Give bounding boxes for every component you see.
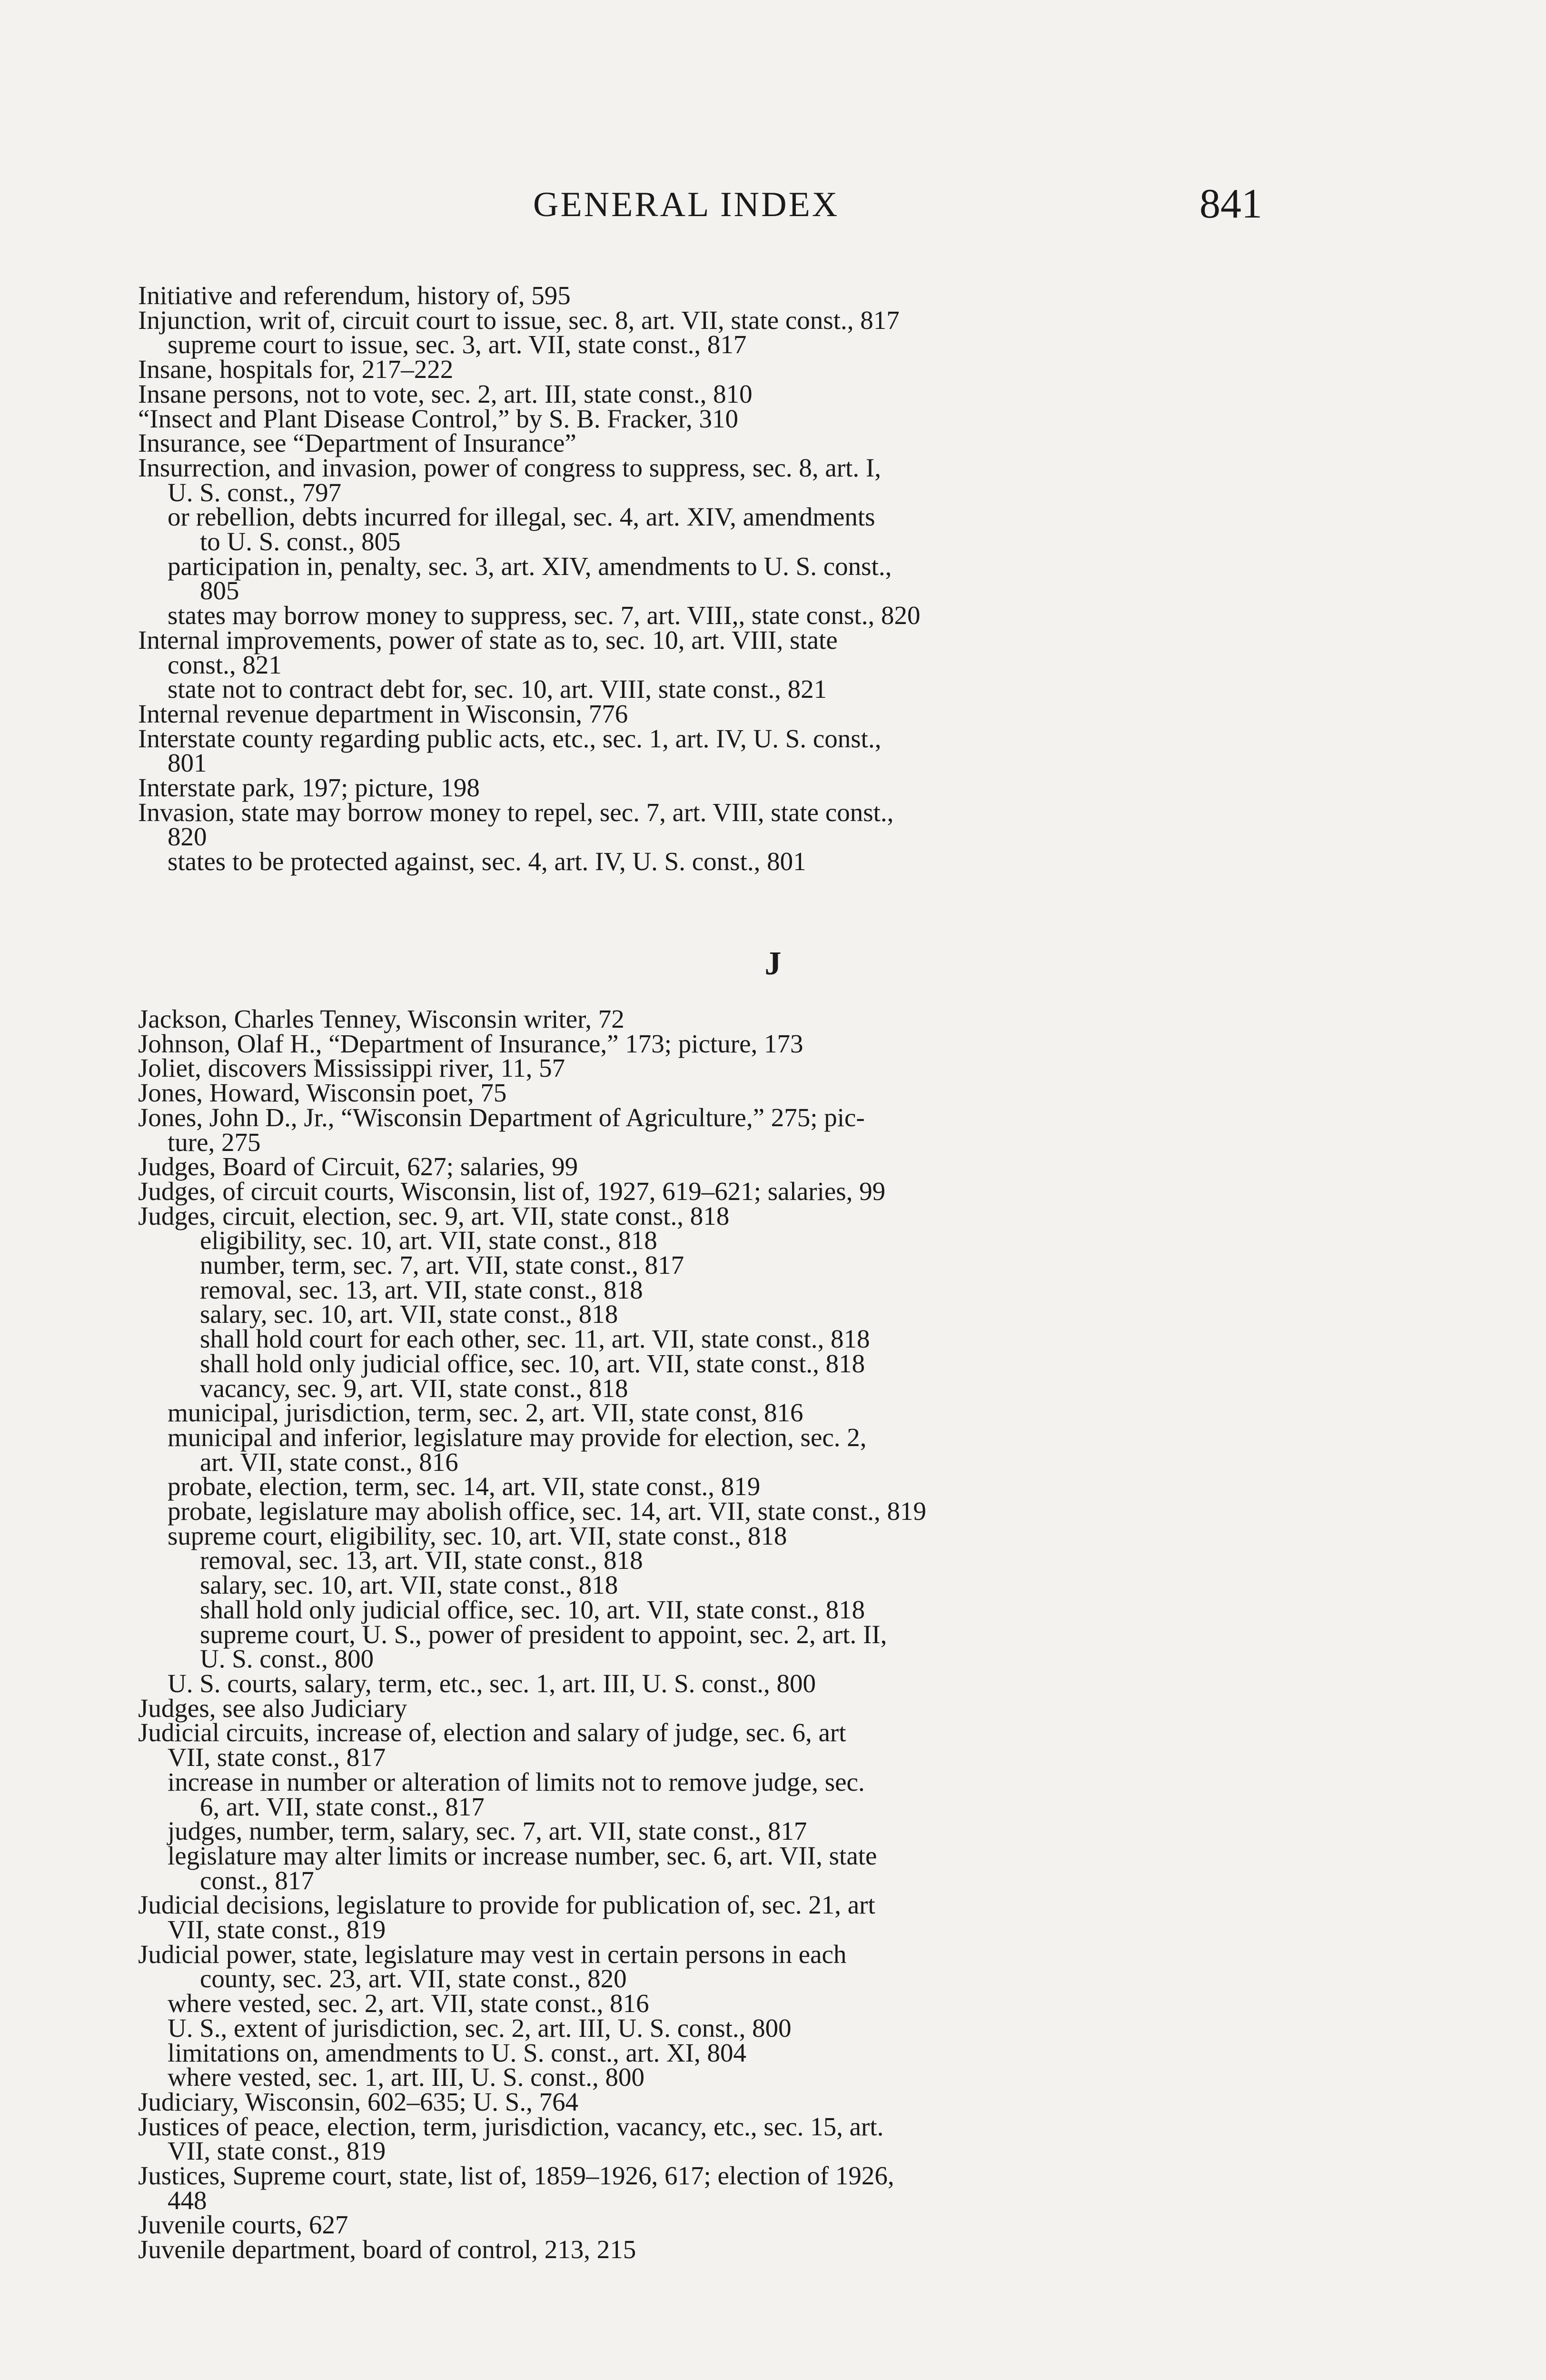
index-entry: number, term, sec. 7, art. VII, state const., 817: [200, 1250, 684, 1280]
index-entry: states to be protected against, sec. 4, art. IV, U. S. const., 801: [168, 847, 806, 876]
index-entry: Injunction, writ of, circuit court to issue, sec. 8, art. VII, state const., 817: [138, 305, 900, 335]
index-entry: Judicial decisions, legislature to provide for publication of, sec. 21, art: [138, 1890, 875, 1920]
index-entry: increase in number or alteration of limits not to remove judge, sec.: [168, 1767, 865, 1796]
index-entry: “Insect and Plant Disease Control,” by S. B. Fracker, 310: [138, 404, 738, 433]
index-entry: supreme court, eligibility, sec. 10, art. VII, state const., 818: [168, 1521, 787, 1550]
index-entry: Juvenile department, board of control, 213, 215: [138, 2235, 636, 2264]
index-entry: probate, legislature may abolish office, sec. 14, art. VII, state const., 819: [168, 1497, 927, 1526]
index-entry: or rebellion, debts incurred for illegal, sec. 4, art. XIV, amendments: [168, 502, 875, 532]
index-entry: Insurrection, and invasion, power of congress to suppress, sec. 8, art. I,: [138, 453, 882, 482]
index-entry: Justices, Supreme court, state, list of, 1859–1926, 617; election of 1926,: [138, 2161, 894, 2191]
index-entry: art. VII, state const., 816: [200, 1447, 458, 1477]
index-entry: Judiciary, Wisconsin, 602–635; U. S., 764: [138, 2087, 579, 2116]
index-entry: 801: [168, 748, 207, 778]
index-entry: municipal, jurisdiction, term, sec. 2, art. VII, state const, 816: [168, 1398, 803, 1428]
index-entry: 448: [168, 2185, 207, 2215]
index-entry: const., 817: [200, 1865, 314, 1895]
index-entry: removal, sec. 13, art. VII, state const., 818: [200, 1275, 643, 1304]
index-entry: municipal and inferior, legislature may provide for election, sec. 2,: [168, 1422, 867, 1452]
index-entry: VII, state const., 817: [168, 1743, 386, 1772]
index-entry: salary, sec. 10, art. VII, state const., 818: [200, 1299, 618, 1329]
index-entry: county, sec. 23, art. VII, state const., 820: [200, 1964, 627, 1993]
index-entry: eligibility, sec. 10, art. VII, state const., 818: [200, 1226, 657, 1255]
index-section-j: [138, 1004, 1290, 2264]
index-entry: Johnson, Olaf H., “Department of Insurance,” 173; picture, 173: [138, 1029, 803, 1058]
index-entry: judges, number, term, salary, sec. 7, art. VII, state const., 817: [168, 1816, 807, 1846]
index-entry: legislature may alter limits or increase number, sec. 6, art. VII, state: [168, 1841, 877, 1870]
index-entry: Interstate county regarding public acts, etc., sec. 1, art. IV, U. S. const.,: [138, 724, 882, 753]
page-number: 841: [1199, 181, 1262, 227]
index-entry: const., 821: [168, 650, 282, 679]
running-title: GENERAL INDEX: [533, 185, 840, 224]
index-entry: states may borrow money to suppress, sec. 7, art. VIII,, state const., 820: [168, 601, 921, 630]
index-entry: Internal revenue department in Wisconsin, 776: [138, 699, 628, 728]
running-header: [0, 180, 1546, 232]
index-entry: participation in, penalty, sec. 3, art. XIV, amendments to U. S. const.,: [168, 551, 892, 581]
index-entry: Insane, hospitals for, 217–222: [138, 355, 454, 384]
index-entry: Joliet, discovers Mississippi river, 11, 57: [138, 1053, 565, 1083]
index-entry: Juvenile courts, 627: [138, 2210, 348, 2240]
index-entry: 805: [200, 576, 239, 605]
index-entry: Jones, Howard, Wisconsin poet, 75: [138, 1078, 507, 1108]
index-entry: Internal improvements, power of state as to, sec. 10, art. VIII, state: [138, 625, 838, 654]
index-entry: to U. S. const., 805: [200, 527, 401, 556]
index-entry: limitations on, amendments to U. S. const., art. XI, 804: [168, 2038, 746, 2067]
index-entry: shall hold only judicial office, sec. 10, art. VII, state const., 818: [200, 1595, 865, 1624]
index-entry: supreme court to issue, sec. 3, art. VII, state const., 817: [168, 330, 747, 359]
index-entry: Judges, of circuit courts, Wisconsin, list of, 1927, 619–621; salaries, 99: [138, 1176, 886, 1206]
index-entry: Jackson, Charles Tenney, Wisconsin writer, 72: [138, 1004, 624, 1033]
index-entry: Insane persons, not to vote, sec. 2, art. III, state const., 810: [138, 379, 753, 408]
index-entry: U. S. const., 800: [200, 1644, 374, 1674]
index-entry: U. S. const., 797: [168, 477, 342, 507]
index-entry: where vested, sec. 2, art. VII, state const., 816: [168, 1989, 649, 2018]
index-entry: ture, 275: [168, 1127, 261, 1157]
index-entry: Insurance, see “Department of Insurance”: [138, 428, 576, 458]
index-entry: Interstate park, 197; picture, 198: [138, 773, 480, 803]
index-entry: removal, sec. 13, art. VII, state const., 818: [200, 1546, 643, 1575]
index-entry: VII, state const., 819: [168, 2136, 386, 2166]
index-entry: probate, election, term, sec. 14, art. VII, state const., 819: [168, 1472, 761, 1501]
index-entry: Judges, see also Judiciary: [138, 1693, 407, 1723]
index-entry: 6, art. VII, state const., 817: [200, 1792, 485, 1821]
index-entry: Initiative and referendum, history of, 595: [138, 281, 571, 310]
index-entry: state not to contract debt for, sec. 10, art. VIII, state const., 821: [168, 674, 827, 704]
index-entry: 820: [168, 822, 207, 852]
index-entry: supreme court, U. S., power of president to appoint, sec. 2, art. II,: [200, 1619, 887, 1649]
index-entry: shall hold court for each other, sec. 11, art. VII, state const., 818: [200, 1324, 870, 1354]
index-entry: Jones, John D., Jr., “Wisconsin Department of Agriculture,” 275; pic-: [138, 1102, 865, 1132]
index-entry: shall hold only judicial office, sec. 10, art. VII, state const., 818: [200, 1349, 865, 1378]
index-entry: Judges, circuit, election, sec. 9, art. VII, state const., 818: [138, 1201, 730, 1230]
letter-heading-j: J: [764, 945, 782, 982]
index-entry: Judges, Board of Circuit, 627; salaries, 99: [138, 1152, 578, 1181]
index-entry: salary, sec. 10, art. VII, state const., 818: [200, 1570, 618, 1600]
index-entry: U. S., extent of jurisdiction, sec. 2, art. III, U. S. const., 800: [168, 2013, 792, 2043]
index-entry: Judicial circuits, increase of, election and salary of judge, sec. 6, art: [138, 1718, 846, 1747]
index-entry: VII, state const., 819: [168, 1915, 386, 1944]
index-section-i: [138, 283, 1290, 874]
index-entry: Invasion, state may borrow money to repel, sec. 7, art. VIII, state const.,: [138, 797, 894, 827]
index-entry: vacancy, sec. 9, art. VII, state const., 818: [200, 1373, 628, 1403]
index-entry: Justices of peace, election, term, jurisdiction, vacancy, etc., sec. 15, art.: [138, 2112, 884, 2141]
index-entry: Judicial power, state, legislature may vest in certain persons in each: [138, 1939, 847, 1969]
index-entry: where vested, sec. 1, art. III, U. S. const., 800: [168, 2063, 644, 2092]
index-entry: U. S. courts, salary, term, etc., sec. 1, art. III, U. S. const., 800: [168, 1668, 816, 1698]
